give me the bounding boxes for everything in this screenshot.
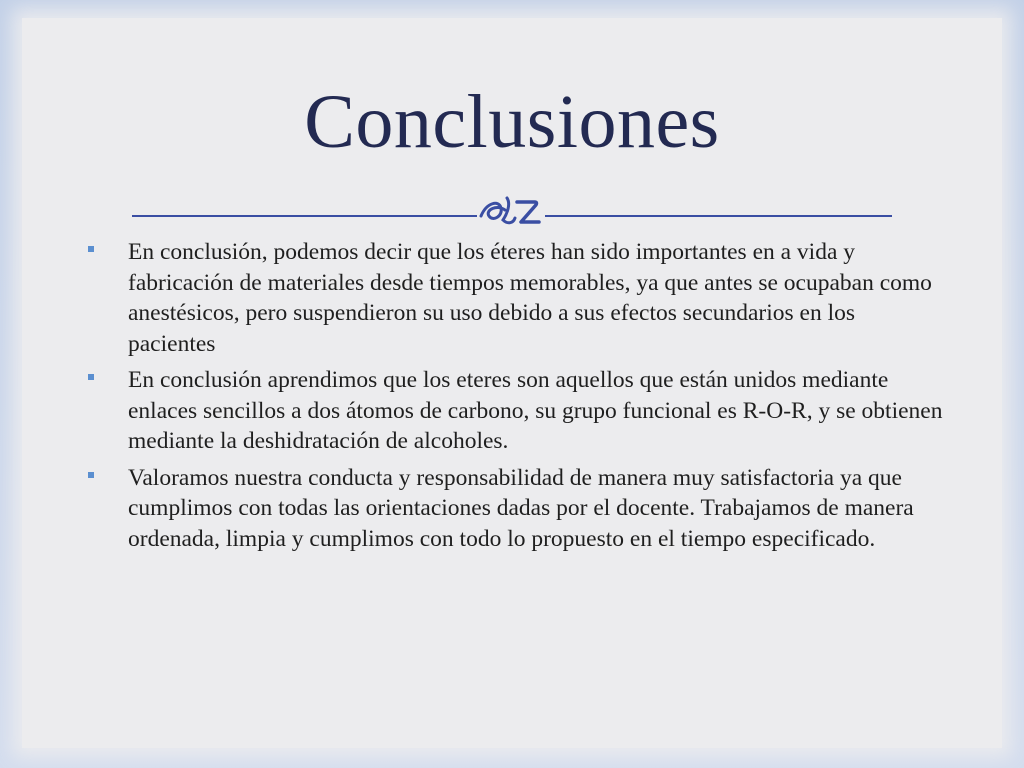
list-item bbox=[88, 463, 948, 555]
slide-title: Conclusiones bbox=[304, 80, 720, 164]
square-bullet-icon bbox=[88, 246, 94, 252]
bullet-text: En conclusión aprendimos que los eteres son aquellos que están unidos mediante enlaces sencillos a dos átomos de carbono, su grupo funcional es R-O-R, y se obtienen mediante la deshidratación de alcoholes. bbox=[128, 367, 943, 454]
bullet-list bbox=[88, 237, 948, 560]
divider-line-left bbox=[132, 215, 477, 217]
bullet-text: Valoramos nuestra conducta y responsabilidad de manera muy satisfactoria ya que cumplimos con todas las orientaciones dadas por el docente. Trabajamos de manera ordenada, limpia y cumplimos con todo lo propuesto en el tiempo especificado. bbox=[128, 464, 914, 552]
list-item bbox=[88, 237, 948, 359]
flourish-icon bbox=[477, 194, 545, 228]
bullet-text: En conclusión, podemos decir que los éteres han sido importantes en a vida y fabricación de materiales desde tiempos memorables, ya que antes se ocupaban como anestésicos, pero suspendieron su uso debido a sus efectos secundarios en los pacientes bbox=[128, 239, 932, 357]
title-divider bbox=[132, 194, 892, 228]
divider-line-right bbox=[545, 215, 892, 217]
square-bullet-icon bbox=[88, 472, 94, 478]
square-bullet-icon bbox=[88, 374, 94, 380]
list-item bbox=[88, 365, 948, 457]
